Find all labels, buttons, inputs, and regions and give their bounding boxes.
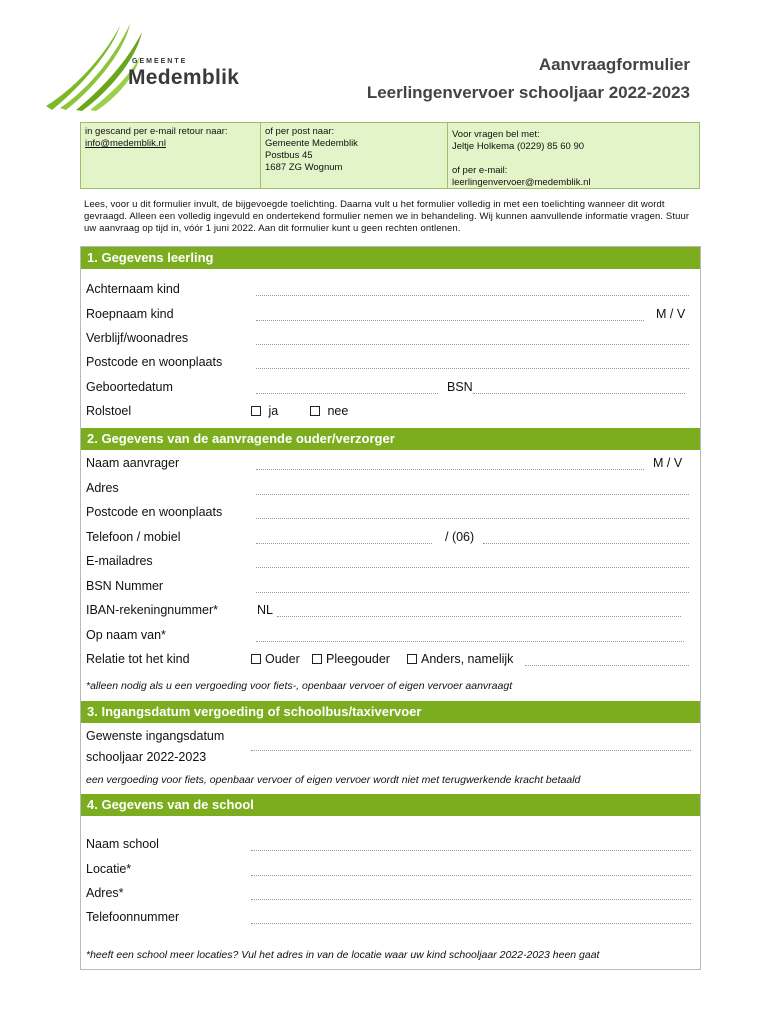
field-locatie[interactable] xyxy=(251,875,691,876)
option-rolstoel-nee[interactable] xyxy=(310,404,348,418)
note-section-4: *heeft een school meer locaties? Vul het adres in van de locatie waar uw kind schooljaar 2022-2023 heen gaat xyxy=(86,949,600,961)
label-rolstoel: Rolstoel xyxy=(86,404,132,418)
label-naam-aanvrager: Naam aanvrager xyxy=(86,456,180,470)
option-rolstoel-ja[interactable] xyxy=(251,404,278,418)
info-questions-email-label: of per e-mail: xyxy=(452,165,508,176)
info-questions-phone: Jeltje Holkema (0229) 85 60 90 xyxy=(452,141,585,152)
info-email-return xyxy=(81,123,261,188)
field-telefoon-school[interactable] xyxy=(251,923,691,924)
checkbox-ja[interactable] xyxy=(251,406,261,416)
info-email-label: in gescand per e-mail retour naar: xyxy=(85,126,228,137)
label-achternaam: Achternaam kind xyxy=(86,282,180,296)
label-iban-nl: NL xyxy=(257,603,273,617)
field-telefoon[interactable] xyxy=(256,543,432,544)
option-ouder-label: Ouder xyxy=(265,652,300,666)
option-ja-label: ja xyxy=(268,404,279,418)
label-bsn-aanvrager: BSN Nummer xyxy=(86,579,164,593)
label-op-naam-van: Op naam van* xyxy=(86,628,166,642)
label-mobiel-prefix: / (06) xyxy=(445,530,475,544)
field-email[interactable] xyxy=(256,567,689,568)
info-questions xyxy=(448,123,699,188)
info-email-link[interactable]: info@medemblik.nl xyxy=(85,138,166,149)
label-postcode-aanvrager: Postcode en woonplaats xyxy=(86,505,223,519)
info-post-label: of per post naar: xyxy=(265,126,335,137)
application-form xyxy=(80,246,701,970)
label-adres-school: Adres* xyxy=(86,886,124,900)
title-line-1: Aanvraagformulier xyxy=(538,55,690,74)
option-anders[interactable] xyxy=(407,652,513,666)
info-questions-email[interactable]: leerlingenvervoer@medemblik.nl xyxy=(452,177,591,188)
label-relatie: Relatie tot het kind xyxy=(86,652,190,666)
label-postcode: Postcode en woonplaats xyxy=(86,355,223,369)
field-geboortedatum[interactable] xyxy=(256,393,438,394)
field-op-naam-van[interactable] xyxy=(256,641,684,642)
intro-text: Lees, voor u dit formulier invult, de bijgevoegde toelichting. Daarna vult u het formulier volledig in met een toelichting wanneer dit wordt gevraagd. Alleen een volledig ingevuld en ondertekend formulier nemen we in behandeling. Wij kunnen aanvullende informatie vragen. Stuur uw aanvraag op tijd in, vóór 1 juni 2022. Aan dit formulier kunt u geen rechten ontlenen. xyxy=(84,199,690,234)
label-naam-school: Naam school xyxy=(86,837,159,851)
option-nee-label: nee xyxy=(327,404,349,418)
label-locatie: Locatie* xyxy=(86,862,132,876)
field-ingangsdatum[interactable] xyxy=(251,750,691,751)
info-questions-label: Voor vragen bel met: xyxy=(452,129,540,140)
label-iban: IBAN-rekeningnummer* xyxy=(86,603,218,617)
field-iban[interactable] xyxy=(277,616,681,617)
label-ingangsdatum-1: Gewenste ingangsdatum xyxy=(86,729,225,743)
option-anders-label: Anders, namelijk xyxy=(421,652,514,666)
info-post xyxy=(261,123,448,188)
field-achternaam[interactable] xyxy=(256,295,689,296)
info-post-box: Postbus 45 xyxy=(265,150,313,161)
label-geboortedatum: Geboortedatum xyxy=(86,380,173,394)
page-title xyxy=(367,54,690,104)
field-roepnaam[interactable] xyxy=(256,320,644,321)
field-anders[interactable] xyxy=(525,665,689,666)
label-email: E-mailadres xyxy=(86,554,153,568)
note-section-2: *alleen nodig als u een vergoeding voor fiets-, openbaar vervoer of eigen vervoer aanvraagt xyxy=(86,680,513,692)
note-section-3: een vergoeding voor fiets, openbaar vervoer of eigen vervoer wordt niet met terugwerkende kracht betaald xyxy=(86,774,581,786)
field-bsn-aanvrager[interactable] xyxy=(256,592,689,593)
section-1-header: 1. Gegevens leerling xyxy=(81,247,700,269)
checkbox-anders[interactable] xyxy=(407,654,417,664)
info-post-city: 1687 ZG Wognum xyxy=(265,162,343,173)
option-pleegouder[interactable] xyxy=(312,652,390,666)
field-adres-school[interactable] xyxy=(251,899,691,900)
section-3-header: 3. Ingangsdatum vergoeding of schoolbus/taxivervoer xyxy=(81,701,700,723)
label-telefoon: Telefoon / mobiel xyxy=(86,530,181,544)
label-bsn: BSN xyxy=(447,380,473,394)
label-telefoon-school: Telefoonnummer xyxy=(86,910,180,924)
field-postcode[interactable] xyxy=(256,368,689,369)
logo-gemeente-text: GEMEENTE xyxy=(132,58,188,65)
contact-info-box xyxy=(80,122,700,189)
field-naam-aanvrager[interactable] xyxy=(256,469,644,470)
option-pleegouder-label: Pleegouder xyxy=(326,652,390,666)
title-line-2: Leerlingenvervoer schooljaar 2022-2023 xyxy=(366,83,690,102)
checkbox-ouder[interactable] xyxy=(251,654,261,664)
field-naam-school[interactable] xyxy=(251,850,691,851)
info-post-name: Gemeente Medemblik xyxy=(265,138,358,149)
label-ingangsdatum-2: schooljaar 2022-2023 xyxy=(86,750,207,764)
field-postcode-aanvrager[interactable] xyxy=(256,518,689,519)
label-verblijf: Verblijf/woonadres xyxy=(86,331,189,345)
label-adres: Adres xyxy=(86,481,119,495)
field-adres[interactable] xyxy=(256,494,689,495)
field-mobiel[interactable] xyxy=(483,543,689,544)
label-roepnaam: Roepnaam kind xyxy=(86,307,174,321)
gender-mv[interactable]: M / V xyxy=(656,307,686,321)
field-bsn[interactable] xyxy=(473,393,685,394)
section-4-header: 4. Gegevens van de school xyxy=(81,794,700,816)
logo-medemblik-text: Medemblik xyxy=(128,66,240,89)
gender-mv-aanvrager[interactable]: M / V xyxy=(653,456,683,470)
section-2-header: 2. Gegevens van de aanvragende ouder/verzorger xyxy=(81,428,700,450)
checkbox-pleegouder[interactable] xyxy=(312,654,322,664)
checkbox-nee[interactable] xyxy=(310,406,320,416)
field-verblijf[interactable] xyxy=(256,344,689,345)
option-ouder[interactable] xyxy=(251,652,300,666)
